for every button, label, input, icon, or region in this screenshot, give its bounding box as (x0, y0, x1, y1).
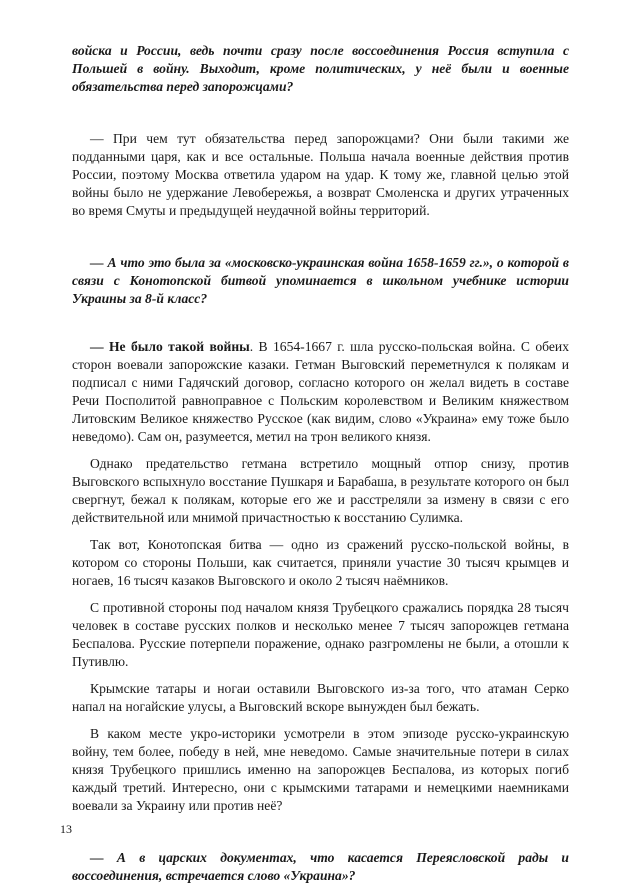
answer-2-lead: — Не было такой войны (90, 339, 250, 354)
answer-2 (72, 338, 569, 446)
paragraph-3: Однако предательство гетмана встретило мощный отпор снизу, против Выговского вспыхнуло восстание Пушкаря и Барабаша, в результате которого он был свергнут, бежал к полякам, которые его же и расстреляли за измену в связи с его действительной или мнимой причастностью к восстанию Сулимка. (72, 456, 569, 525)
paragraph-6: Крымские татары и ногаи оставили Выговского из-за того, что атаман Серко напал на ногайские улусы, а Выговский вскоре вынужден был бежать. (72, 681, 569, 714)
paragraph-5: С противной стороны под началом князя Трубецкого сражались порядка 28 тысяч человек в составе русских полков и несколько менее 7 тысяч запорожцев гетмана Беспалова. Русские потерпели поражение, однако разгромлены не были, а отошли к Путивлю. (72, 600, 569, 669)
question-1-tail: войска и России, ведь почти сразу после воссоединения Россия вступила с Польшей в войну. Выходит, кроме политических, у неё были и военные обязательства перед запорожцами? (72, 43, 569, 94)
question-2: — А что это была за «московско-украинская война 1658-1659 гг.», о которой в связи с Конотопской битвой упоминается в школьном учебнике истории Украины за 8-й класс? (72, 255, 569, 306)
answer-2-rest: . В 1654-1667 г. шла русско-польская война. С обеих сторон воевали запорожские казаки. Гетман Выговский переметнулся к полякам и подписал с ними Гадячский договор, согласно которого он желал видеть в составе Речи Посполитой равноправное с Польским королевством и Великим княжеством Литовским Великое княжество Русское (как видим, слово «Украина» ему тоже было неведомо). Сам он, разумеется, метил на трон великого князя. (72, 339, 569, 444)
document-page (72, 42, 569, 885)
paragraph-7: В каком месте укро-историки усмотрели в этом эпизоде русско-украинскую войну, тем более, победу в ней, мне неведомо. Самые значительные потери в силах князя Трубецкого пришлись именно на запорожцев Беспалова, из которых погиб каждый третий. Интересно, они с крымскими татарами и немецкими наемниками воевали за Украину или против неё? (72, 726, 569, 813)
page-number: 13 (60, 822, 72, 836)
answer-1: — При чем тут обязательства перед запорожцами? Они были такими же подданными царя, как и все остальные. Польша начала военные действия против России, поэтому Москва ответила ударом на удар. К тому же, главной целью этой войны было не удержание Левобережья, а возврат Смоленска и других утраченных во время Смуты и предыдущей неудачной войны территорий. (72, 131, 569, 218)
question-3: — А в царских документах, что касается Переясловской рады и воссоединения, встречается слово «Украина»? (72, 850, 569, 883)
paragraph-4: Так вот, Конотопская битва — одно из сражений русско-польской войны, в котором со стороны Польши, как считается, приняли участие 30 тысяч крымцев и ногаев, 16 тысяч казаков Выговского и около 2 тысяч наёмников. (72, 537, 569, 588)
